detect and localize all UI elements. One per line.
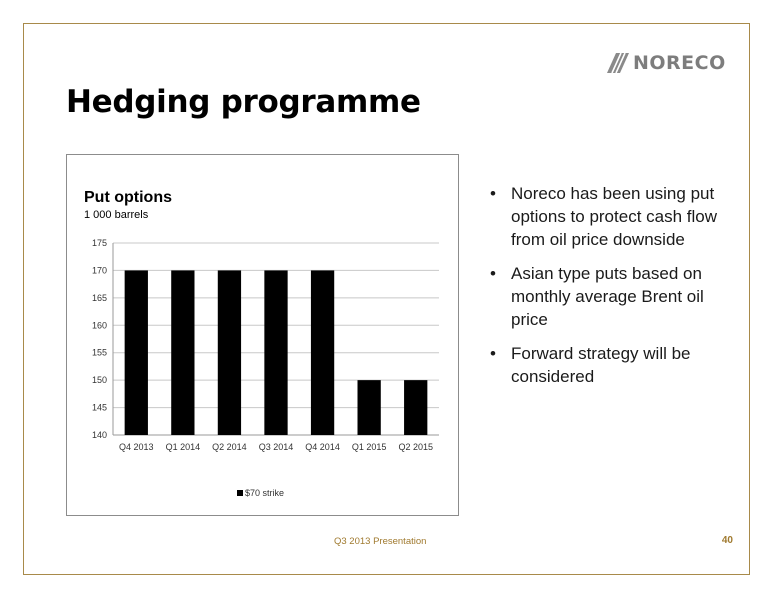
company-logo bbox=[607, 52, 726, 74]
x-tick-label: Q1 2014 bbox=[165, 442, 201, 452]
slide-title: Hedging programme bbox=[66, 84, 421, 120]
bar bbox=[358, 380, 381, 435]
bullet-item: • Forward strategy will be considered bbox=[487, 342, 737, 388]
bar bbox=[264, 270, 287, 435]
y-tick-label: 155 bbox=[91, 347, 107, 358]
x-tick-label: Q3 2014 bbox=[258, 442, 294, 452]
legend-label: $70 strike bbox=[245, 488, 285, 498]
bar bbox=[218, 270, 241, 435]
noreco-logo-icon bbox=[607, 53, 629, 73]
bar bbox=[171, 270, 194, 435]
bar-chart bbox=[67, 155, 458, 515]
chart-subtitle: 1 000 barrels bbox=[84, 209, 149, 221]
x-tick-label: Q2 2015 bbox=[398, 442, 433, 452]
bullet-item: • Asian type puts based on monthly average Brent oil price bbox=[487, 262, 737, 331]
x-tick-label: Q4 2014 bbox=[305, 442, 340, 452]
slide bbox=[23, 23, 750, 575]
chart-title: Put options bbox=[84, 189, 172, 206]
footer-text: Q3 2013 Presentation bbox=[334, 536, 427, 547]
bar bbox=[404, 380, 427, 435]
y-tick-label: 170 bbox=[91, 265, 107, 276]
y-tick-label: 165 bbox=[91, 292, 107, 303]
y-tick-label: 140 bbox=[91, 430, 107, 440]
bar bbox=[311, 270, 334, 435]
logo-text: NORECO bbox=[633, 52, 726, 74]
page-number: 40 bbox=[721, 535, 733, 546]
y-tick-label: 150 bbox=[91, 375, 107, 386]
x-tick-label: Q2 2014 bbox=[212, 442, 247, 452]
y-tick-label: 145 bbox=[91, 402, 107, 413]
y-tick-label: 175 bbox=[91, 238, 107, 248]
legend-swatch bbox=[237, 490, 243, 496]
x-tick-label: Q4 2013 bbox=[119, 442, 154, 452]
bar bbox=[125, 270, 148, 435]
bullet-item: • Noreco has been using put options to protect cash flow from oil price downside bbox=[487, 182, 737, 251]
x-tick-label: Q1 2015 bbox=[351, 442, 387, 452]
chart-container bbox=[66, 154, 459, 516]
bullet-list bbox=[487, 182, 737, 399]
y-tick-label: 160 bbox=[91, 320, 107, 331]
